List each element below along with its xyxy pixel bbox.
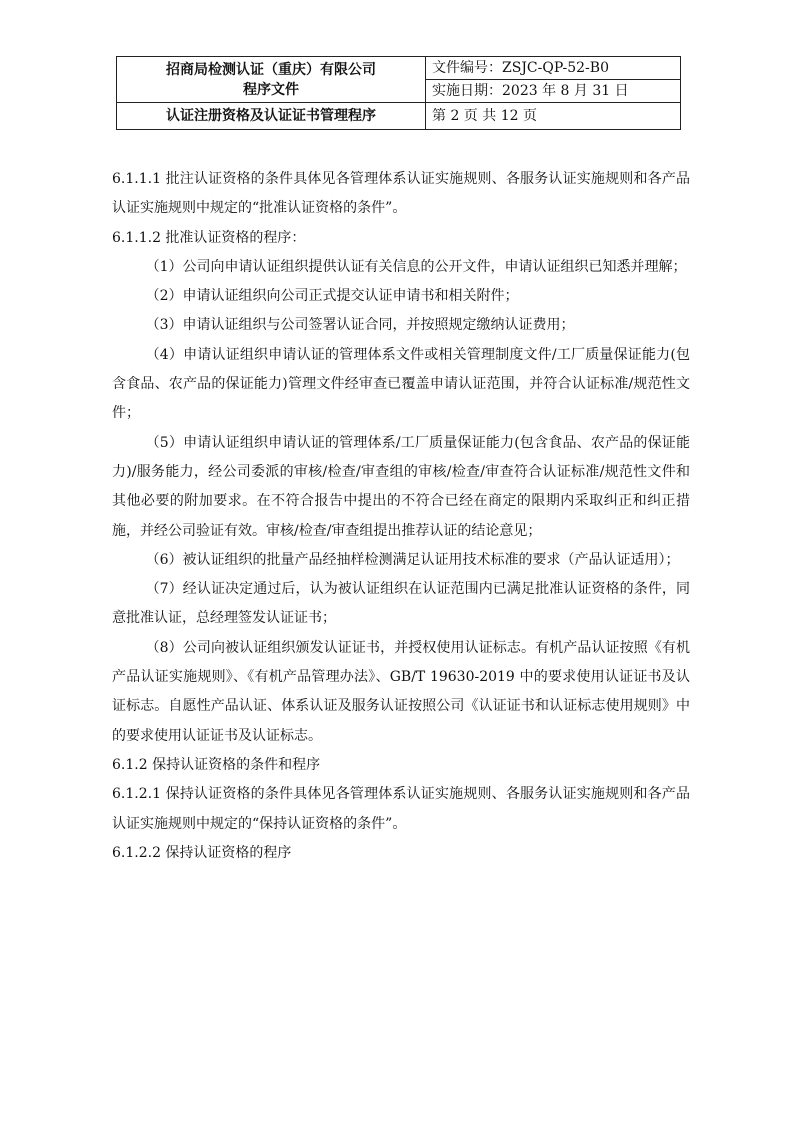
paragraph: 6.1.2.2 保持认证资格的程序 — [112, 844, 292, 861]
paragraph: 6.1.1.1 批注认证资格的条件具体见各管理体系认证实施规则、各服务认证实施规则和各产品认证实施规则中规定的“批准认证资格的条件”。 — [112, 171, 690, 217]
doc-title: 认证注册资格及认证证书管理程序 — [117, 103, 426, 130]
list-item: （8）公司向被认证组织颁发认证证书，并授权使用认证标志。有机产品认证按照《有机产品认证实施规则》、《有机产品管理办法》、GB/T 19630-2019 中的要求使用认证证书及认证标志。自愿性产品认证、体系认证及服务认证按照公司《认证证书和认证标志使用规则》中的要求使用认证证书及认证标志。 — [112, 639, 690, 744]
list-item: （1）公司向申请认证组织提供认证有关信息的公开文件，申请认证组织已知悉并理解； — [145, 258, 687, 275]
impl-date: 实施日期：2023 年 8 月 31 日 — [426, 80, 681, 103]
section-heading: 6.1.2 保持认证资格的条件和程序 — [112, 756, 321, 773]
company-name: 招商局检测认证（重庆）有限公司 — [166, 61, 376, 78]
paragraph: 6.1.2.1 保持认证资格的条件具体见各管理体系认证实施规则、各服务认证实施规则和各产品认证实施规则中规定的“保持认证资格的条件”。 — [112, 786, 690, 832]
document-header-table — [116, 56, 681, 130]
list-item: （2）申请认证组织向公司正式提交认证申请书和相关附件； — [145, 288, 519, 305]
list-item: （7）经认证决定通过后，认为被认证组织在认证范围内已满足批准认证资格的条件，同意批准认证，总经理签发认证证书； — [112, 581, 690, 627]
list-item: （6）被认证组织的批量产品经抽样检测满足认证用技术标准的要求（产品认证适用）； — [145, 551, 680, 568]
doc-number: 文件编号：ZSJC-QP-52-B0 — [426, 57, 681, 80]
document-body — [112, 165, 690, 868]
company-cell — [117, 57, 426, 103]
page-info: 第 2 页 共 12 页 — [426, 103, 681, 130]
list-item: （4）申请认证组织申请认证的管理体系文件或相关管理制度文件/工厂质量保证能力(包含食品、农产品的保证能力)管理文件经审查已覆盖申请认证范围，并符合认证标准/规范性文件； — [112, 346, 690, 422]
list-item: （5）申请认证组织申请认证的管理体系/工厂质量保证能力(包含食品、农产品的保证能力)/服务能力，经公司委派的审核/检查/审查组的审核/检查/审查符合认证标准/规范性文件和其他必要的附加要求。在不符合报告中提出的不符合已经在商定的限期内采取纠正和纠正措施，并经公司验证有效。审核/检查/审查组提出推荐认证的结论意见； — [112, 434, 690, 539]
document-type: 程序文件 — [243, 81, 299, 98]
list-item: （3）申请认证组织与公司签署认证合同，并按照规定缴纳认证费用； — [145, 317, 575, 334]
paragraph: 6.1.1.2 批准认证资格的程序： — [112, 229, 306, 246]
